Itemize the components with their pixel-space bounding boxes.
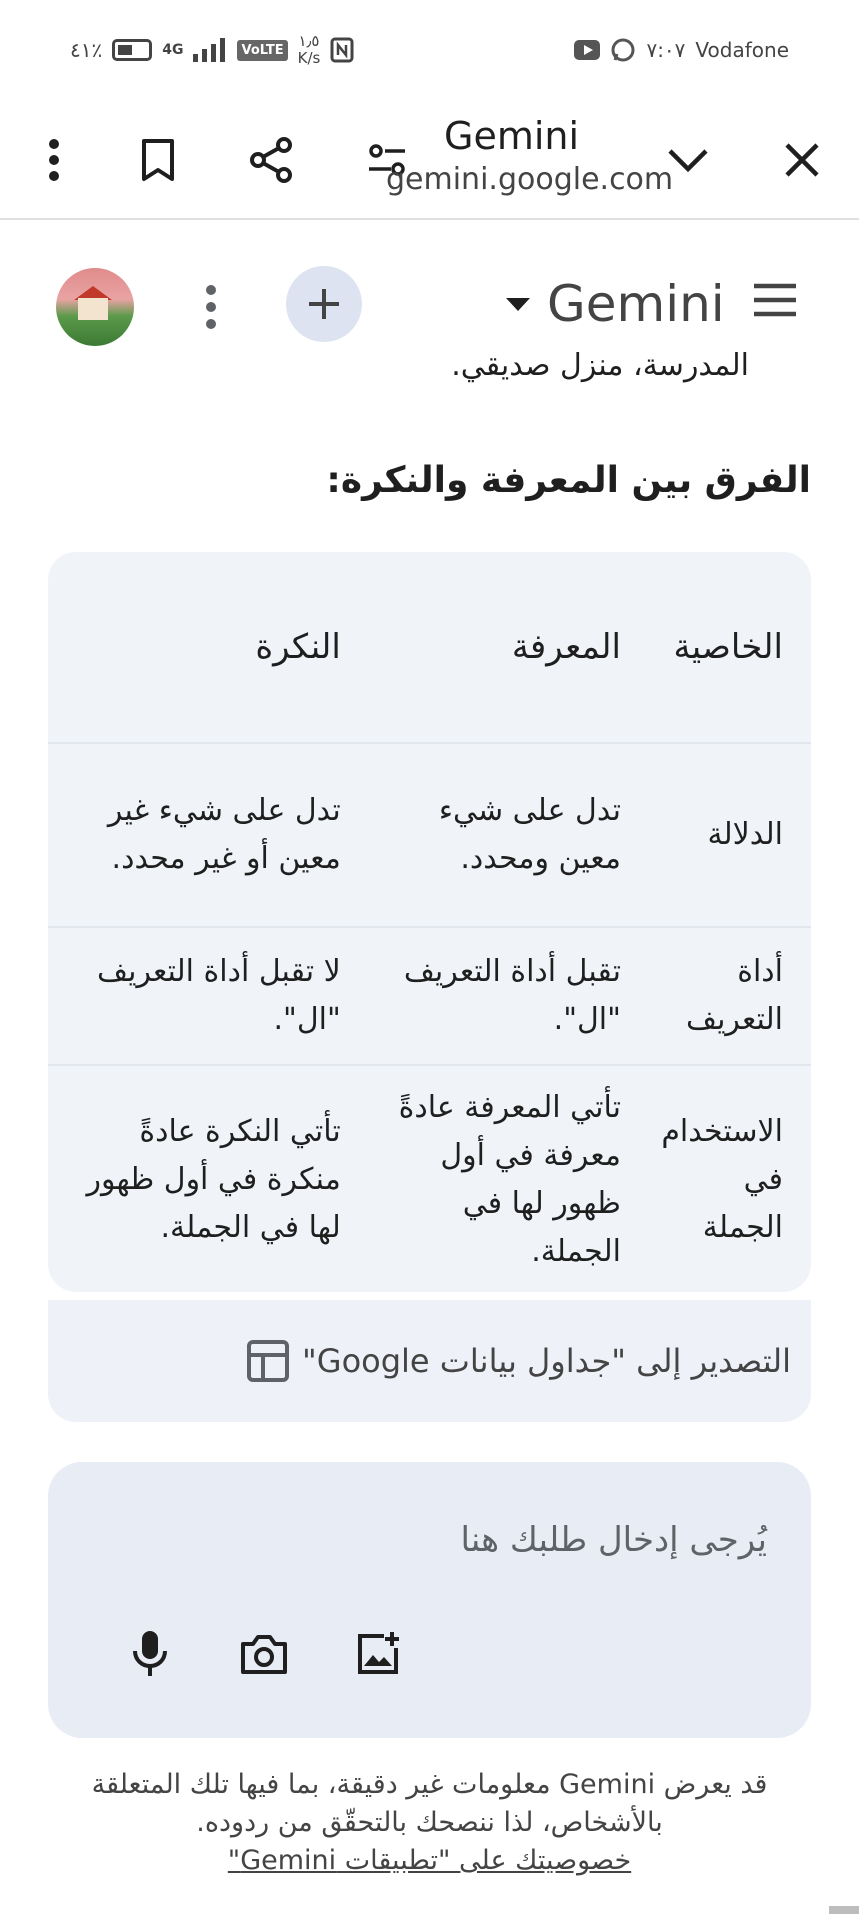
chevron-down-icon[interactable] xyxy=(656,128,720,192)
net-speed-value: ١٫٥ xyxy=(298,32,320,50)
table-header-cell: المعرفة xyxy=(511,627,621,667)
truncated-text-content: المدرسة، منزل صديقي. xyxy=(451,348,749,383)
scrollbar[interactable] xyxy=(829,1906,859,1914)
volte-badge: VoLTE xyxy=(237,40,287,61)
app-title[interactable]: Gemini xyxy=(547,275,725,333)
avatar-house xyxy=(78,298,108,320)
share-icon[interactable] xyxy=(240,128,304,192)
carrier-name: Vodafone xyxy=(695,38,789,62)
clock: ٧:٠٧ xyxy=(646,38,686,62)
table-row xyxy=(48,1065,811,1294)
whatsapp-icon xyxy=(610,37,636,63)
more-vert-icon[interactable] xyxy=(196,282,226,332)
youtube-icon xyxy=(574,40,600,60)
comparison-table xyxy=(48,552,811,1292)
net-speed-unit: K/s xyxy=(297,49,321,67)
table-cell: تدل على شيء معين ومحدد. xyxy=(369,743,649,927)
table-cell: تدل على شيء غير معين أو غير محدد. xyxy=(48,743,369,927)
table-cell: أداة التعريف xyxy=(649,927,811,1065)
page-title: Gemini xyxy=(444,114,580,158)
more-options-icon[interactable] xyxy=(22,128,86,192)
add-image-icon[interactable] xyxy=(346,1622,410,1686)
table-header-row xyxy=(48,552,811,743)
status-right xyxy=(574,37,789,63)
table-cell: تأتي النكرة عادةً منكرة في أول ظهور لها في الجملة. xyxy=(48,1065,369,1294)
new-chat-button[interactable] xyxy=(286,266,362,342)
prompt-input-card xyxy=(48,1462,811,1738)
table-cell: لا تقبل أداة التعريف "ال". xyxy=(48,927,369,1065)
table-row xyxy=(48,927,811,1065)
network-type: 4G xyxy=(162,42,184,58)
model-dropdown-icon[interactable] xyxy=(506,298,530,311)
plus-icon xyxy=(306,286,342,322)
status-bar xyxy=(0,0,859,100)
page-url-text: gemini.google.com xyxy=(386,162,674,197)
table-cell: الاستخدام في الجملة xyxy=(649,1065,811,1294)
table-header-cell: الخاصية xyxy=(673,627,783,667)
response-heading: الفرق بين المعرفة والنكرة: xyxy=(326,460,811,501)
export-label: التصدير إلى "جداول بيانات Google" xyxy=(302,1342,791,1380)
signal-icon xyxy=(193,38,227,62)
privacy-link[interactable]: خصوصيتك على "تطبيقات Gemini" xyxy=(227,1845,632,1876)
table-cell: الدلالة xyxy=(649,743,811,927)
net-speed xyxy=(298,33,321,67)
browser-toolbar xyxy=(0,100,859,220)
disclaimer xyxy=(60,1766,799,1880)
menu-icon[interactable] xyxy=(752,282,798,322)
page-url xyxy=(386,162,674,197)
bookmark-icon[interactable] xyxy=(126,128,190,192)
table-cell: تقبل أداة التعريف "ال". xyxy=(369,927,649,1065)
table-cell: تأتي المعرفة عادةً معرفة في أول ظهور لها في الجملة. xyxy=(369,1065,649,1294)
nfc-icon xyxy=(330,37,354,63)
battery-icon xyxy=(112,39,152,61)
status-left xyxy=(70,33,354,67)
battery-percent: ٤١٪ xyxy=(70,38,103,62)
close-icon[interactable] xyxy=(770,128,834,192)
table-row xyxy=(48,743,811,927)
camera-icon[interactable] xyxy=(232,1622,296,1686)
microphone-icon[interactable] xyxy=(118,1622,182,1686)
table-header-cell: النكرة xyxy=(255,627,341,667)
avatar[interactable] xyxy=(56,268,134,346)
disclaimer-text: قد يعرض Gemini معلومات غير دقيقة، بما فيها تلك المتعلقة بالأشخاص، لذا ننصحك بالتحقّق من ردوده. xyxy=(91,1769,768,1838)
prompt-input[interactable]: يُرجى إدخال طلبك هنا xyxy=(460,1520,767,1560)
export-to-sheets-button[interactable] xyxy=(48,1300,811,1422)
truncated-text xyxy=(409,348,749,406)
table-icon xyxy=(246,1339,290,1383)
